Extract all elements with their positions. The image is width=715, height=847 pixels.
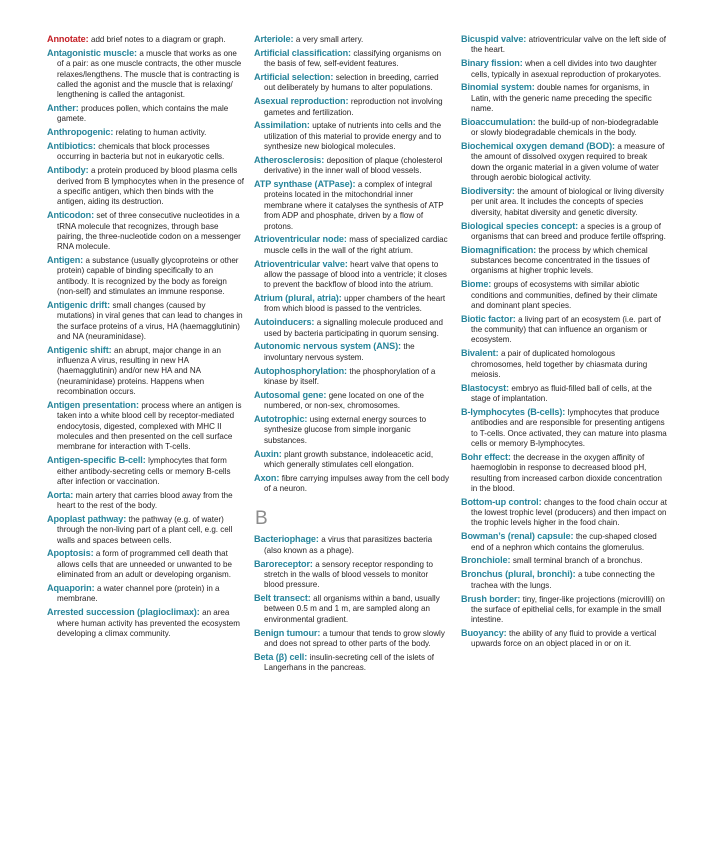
glossary-definition: heart valve that opens to allow the passage of blood into a ventricle; it closes to prevent the backflow of blood into the atrium. [264, 259, 447, 290]
glossary-term: Assimilation [254, 120, 307, 131]
term-separator: : [278, 448, 285, 459]
term-separator: : [85, 165, 91, 176]
glossary-term: Binomial system [461, 82, 532, 93]
glossary-definition: upper chambers of the heart from which blood is passed to the ventricles. [264, 294, 446, 314]
term-separator: : [519, 58, 526, 69]
glossary-entry [47, 34, 244, 45]
glossary-definition: a very small artery. [295, 35, 364, 44]
glossary-term: Axon [254, 472, 277, 483]
glossary-definition: chemicals that block processes occurring in bacteria but not in eukaryotic cells. [57, 142, 225, 162]
glossary-entry [254, 72, 449, 94]
glossary-definition: gene located on one of the numbered, or non-sex, chromosomes. [264, 390, 425, 411]
glossary-definition: mass of specialized cardiac muscle cells in the wall of the right atrium. [264, 235, 448, 255]
glossary-term: Bowman’s (renal) capsule [461, 531, 571, 542]
term-separator: : [123, 513, 129, 524]
glossary-term: ATP synthase (ATPase) [254, 179, 353, 190]
glossary-term: Bronchiole [461, 555, 508, 566]
glossary-term: Biotic factor [461, 313, 513, 324]
glossary-definition: a living part of an ecosystem (i.e. part of the community) that can influence an organism or ecosystem. [471, 314, 661, 345]
glossary-entry [461, 555, 667, 566]
glossary-definition: add brief notes to a diagram or graph. [90, 35, 226, 44]
term-separator: : [532, 116, 539, 127]
glossary-entry [254, 293, 449, 315]
glossary-definition: a measure of the amount of dissolved oxygen required to break down the organic material in a given volume of water through aerobic biological activity. [471, 142, 665, 183]
glossary-term: Bioaccumulation [461, 116, 533, 127]
term-separator: : [345, 96, 351, 107]
glossary-definition: the amount of biological or living diversity per unit area. It includes the concepts of species diversity, habitat diversity and genetic diversity. [471, 186, 664, 217]
glossary-entry [254, 414, 449, 446]
glossary-definition: lymphocytes that form either antibody-secreting cells or memory B-cells after infection or vaccination. [57, 456, 231, 486]
glossary-entry [254, 473, 449, 495]
term-separator: : [108, 344, 115, 355]
term-separator: : [323, 389, 329, 400]
glossary-definition: groups of ecosystems with similar abiotic conditions and communities, defined by their climate and dominant plant species. [471, 280, 658, 310]
term-separator: : [511, 185, 518, 196]
glossary-entry [254, 628, 449, 650]
glossary-entry [254, 317, 449, 339]
term-separator: : [91, 583, 97, 593]
glossary-entry [461, 117, 667, 139]
term-separator: : [317, 627, 323, 638]
glossary-definition: a complex of integral proteins located in the mitochondrial inner membrane where it catalyses the synthesis of ATP from ADP and phosphate, driven by a flow of protons. [264, 180, 444, 231]
glossary-definition: when a cell divides into two daughter cells, typically in asexual reproduction of prokaryotes. [471, 59, 662, 79]
glossary-definition: the ability of any fluid to provide a vertical upwards force on an object placed in or on it. [471, 629, 657, 649]
glossary-term: Anther [47, 103, 76, 114]
glossary-term: Autophosphorylation [254, 365, 345, 376]
glossary-term: Artificial selection [254, 72, 331, 83]
glossary-definition: fibre carrying impulses away from the cell body of a neuron. [264, 473, 449, 494]
glossary-entry [47, 583, 244, 605]
glossary-entry [461, 383, 667, 405]
term-separator: : [531, 82, 538, 93]
glossary-entry [254, 390, 449, 412]
glossary-definition: a substance (usually glycoproteins or other protein) capable of binding specifically to an antibody. It is recognized by the body as foreign (non-self) and stimulates an immune response. [57, 256, 239, 297]
glossary-definition: classifying organisms on the basis of few, self-evident features. [264, 48, 442, 69]
glossary-term: Arrested succession (plagioclimax) [47, 607, 197, 618]
term-separator: : [562, 407, 568, 417]
glossary-term: Biome [461, 279, 489, 290]
glossary-entry [47, 607, 244, 639]
glossary-entry [461, 186, 667, 218]
glossary-term: Asexual reproduction [254, 96, 346, 107]
glossary-term: Biodiversity [461, 185, 512, 196]
term-separator: : [85, 34, 91, 44]
term-separator: : [533, 244, 539, 255]
glossary-entry [461, 407, 667, 449]
term-separator: : [70, 489, 76, 500]
term-separator: : [348, 47, 354, 58]
term-separator: : [309, 558, 316, 569]
glossary-term: Autotrophic [254, 414, 305, 424]
glossary-entry [461, 452, 667, 494]
glossary-column-3 [461, 34, 667, 652]
glossary-term: Autosomal gene [254, 389, 324, 400]
glossary-term: Annotate [47, 34, 86, 44]
glossary-term: Atherosclerosis [254, 154, 322, 165]
glossary-definition: tiny, finger-like projections (microvilli) on the surface of epithelial cells, for example in the small intestine. [471, 594, 665, 625]
term-separator: : [507, 451, 514, 462]
term-separator: : [134, 47, 140, 58]
glossary-entry [254, 96, 449, 118]
term-separator: : [311, 317, 317, 328]
glossary-entry [461, 497, 667, 529]
section-letter-b: B [255, 508, 268, 530]
glossary-entry [47, 165, 244, 207]
term-separator: : [523, 34, 529, 44]
glossary-definition: reproduction not involving gametes and fertilization. [264, 97, 443, 117]
glossary-entry [254, 234, 449, 256]
glossary-entry [254, 48, 449, 70]
glossary-entry [47, 103, 244, 125]
glossary-term: Biomagnification [461, 244, 534, 255]
glossary-entry [47, 255, 244, 297]
term-separator: : [572, 569, 578, 580]
glossary-definition: deposition of plaque (cholesterol derivative) in the inner wall of blood vessels. [264, 155, 443, 176]
term-separator: : [304, 651, 310, 662]
glossary-column-2 [254, 34, 449, 676]
glossary-definition: the build-up of non-biodegradable or slowly biodegradable chemicals in the body. [471, 117, 659, 138]
glossary-definition: produces pollen, which contains the male gamete. [57, 104, 229, 124]
glossary-entry [47, 400, 244, 453]
glossary-entry [461, 348, 667, 380]
glossary-definition: the process by which chemical substances become concentrated in the tissues of organisms at higher trophic levels. [471, 245, 650, 276]
term-separator: : [196, 607, 203, 618]
glossary-entry [254, 449, 449, 471]
glossary-entry [461, 221, 667, 243]
glossary-definition: a protein produced by blood plasma cells derived from B lymphocytes when in the presence of a specific antigen, which then binds with the antigen, aiding its destruction. [57, 166, 244, 207]
glossary-entry [254, 366, 449, 388]
glossary-entry [47, 300, 244, 342]
term-separator: : [92, 141, 99, 152]
glossary-entry [461, 245, 667, 277]
glossary-definition: a virus that parasitizes bacteria (also known as a phage). [264, 535, 433, 555]
glossary-term: Baroreceptor [254, 558, 310, 569]
glossary-definition: a sensory receptor responding to stretch in the walls of blood vessels to monitor blood pressure. [264, 559, 433, 590]
glossary-definition: using external energy sources to synthesize glucose from simple inorganic substances. [264, 415, 427, 445]
glossary-term: Auxin [254, 448, 279, 459]
glossary-entry [461, 279, 667, 311]
glossary-term: Bohr effect [461, 451, 508, 462]
glossary-definition: the pathway (e.g. of water) through the non-living part of a plant cell, e.g. cell walls and spaces between cells. [57, 514, 233, 545]
glossary-column-1 [47, 34, 244, 642]
term-separator: : [80, 255, 86, 266]
glossary-term: Brush border [461, 593, 518, 604]
glossary-term: Antigenic shift [47, 344, 109, 355]
glossary-definition: double names for organisms, in Latin, with the generic name preceding the specific name. [471, 83, 652, 114]
glossary-definition: atrioventricular valve on the left side of the heart. [471, 35, 666, 55]
term-separator: : [75, 103, 82, 114]
glossary-term: Blastocyst [461, 382, 506, 393]
glossary-definition: the cup-shaped closed end of a nephron which contains the glomerulus. [471, 532, 657, 552]
term-separator: : [517, 593, 523, 604]
term-separator: : [495, 348, 501, 359]
glossary-definition: changes to the food chain occur at the lowest trophic level (producers) and then impact on the trophic levels higher in the food chain. [471, 497, 667, 528]
term-separator: : [110, 127, 116, 138]
glossary-term: Buoyancy [461, 628, 504, 639]
glossary-term: Atrium (plural, atria) [254, 293, 339, 304]
glossary-term: Bicuspid valve [461, 34, 524, 44]
glossary-entry [461, 314, 667, 346]
glossary-definition: an abrupt, major change in an influenza A virus, resulting in new HA (haemagglutinin) and/or new HA and NA (neuraminidase) proteins. Happens when recombination occurs. [57, 345, 221, 397]
glossary-term: Anthropogenic [47, 127, 111, 138]
term-separator: : [507, 555, 513, 566]
glossary-definition: relating to human activity. [115, 128, 207, 138]
glossary-entry [254, 120, 449, 152]
term-separator: : [330, 72, 336, 83]
glossary-entry [254, 559, 449, 591]
term-separator: : [135, 400, 142, 410]
glossary-entry [47, 48, 244, 101]
glossary-term: Aquaporin [47, 583, 92, 593]
glossary-term: Apoplast pathway [47, 513, 124, 524]
glossary-entry [47, 141, 244, 163]
glossary-term: Bottom-up control [461, 496, 539, 507]
glossary-entry [461, 34, 667, 56]
term-separator: : [107, 299, 113, 310]
term-separator: : [488, 279, 494, 290]
glossary-entry [461, 82, 667, 114]
glossary-definition: the involuntary nervous system. [264, 342, 415, 362]
glossary-entry [254, 155, 449, 177]
glossary-entry [461, 141, 667, 183]
glossary-term: Arteriole [254, 34, 291, 44]
term-separator: : [306, 120, 313, 131]
glossary-term: Autoinducers [254, 317, 312, 328]
glossary-entry [47, 127, 244, 138]
glossary-entry [47, 514, 244, 546]
glossary-definition: uptake of nutrients into cells and the utilization of this material to provide energy and to synthesize new biological molecules. [264, 121, 442, 152]
term-separator: : [338, 293, 345, 304]
term-separator: : [142, 455, 149, 466]
term-separator: : [315, 534, 322, 545]
glossary-definition: small terminal branch of a bronchus. [512, 556, 643, 566]
glossary-entry [47, 548, 244, 580]
glossary-term: Biological species concept [461, 220, 576, 231]
glossary-definition: the phosphorylation of a kinase by itself. [264, 366, 436, 386]
glossary-definition: an area where human activity has prevented the ecosystem developing a climax community. [57, 608, 240, 638]
term-separator: : [304, 414, 310, 424]
glossary-term: Binary fission [461, 58, 520, 69]
glossary-term: Antibiotics [47, 141, 93, 152]
term-separator: : [344, 365, 350, 376]
glossary-definition: a tumour that tends to grow slowly and does not spread to other parts of the body. [264, 628, 445, 648]
glossary-entry [461, 569, 667, 591]
glossary-entry [461, 594, 667, 626]
glossary-term: Antigen presentation [47, 400, 136, 410]
glossary-entry [461, 58, 667, 80]
glossary-term: Atrioventricular valve [254, 258, 345, 269]
term-separator: : [570, 531, 576, 542]
glossary-term: Antigen [47, 255, 81, 266]
glossary-term: Beta (β) cell [254, 651, 305, 662]
glossary-definition: process where an antigen is taken into a white blood cell by receptor-mediated endocytosis, digested, complexed with MHC II molecules and then presented on the cell surface membrane for interaction with T-cells. [57, 401, 242, 452]
glossary-definition: selection in breeding, carried out deliberately by humans to alter populations. [264, 73, 439, 93]
glossary-definition: the decrease in the oxygen affinity of haemoglobin in response to decreased blood pH, resulting from increased carbon dioxide concentration in the blood. [471, 452, 662, 493]
glossary-term: Bacteriophage [254, 534, 316, 545]
term-separator: : [91, 210, 97, 221]
glossary-entry [254, 179, 449, 232]
glossary-definition: plant growth substance, indoleacetic acid, which generally stimulates cell elongation. [264, 449, 434, 469]
term-separator: : [307, 593, 314, 604]
term-separator: : [276, 472, 282, 483]
glossary-definition: a water channel pore (protein) in a membrane. [57, 584, 220, 604]
term-separator: : [503, 628, 510, 639]
glossary-entry [461, 531, 667, 553]
glossary-term: Antagonistic muscle [47, 47, 135, 58]
term-separator: : [612, 141, 618, 152]
glossary-term: Apoptosis [47, 548, 91, 559]
glossary-entry [47, 490, 244, 512]
glossary-definition: lymphocytes that produce antibodies and are responsible for presenting antigens to T-cells. Once activated, they can mature into plasma cells or memory B-lymphocytes. [471, 408, 667, 449]
glossary-definition: all organisms within a band, usually between 0.5 m and 1 m, are sampled along an environmental gradient. [264, 594, 440, 624]
glossary-term: Bivalent [461, 348, 496, 359]
glossary-definition: a pair of duplicated homologous chromosomes, held together by chiasmata during meiosis. [471, 349, 648, 379]
glossary-term: Benign tumour [254, 627, 318, 638]
glossary-definition: main artery that carries blood away from the heart to the rest of the body. [57, 490, 233, 511]
term-separator: : [90, 548, 96, 559]
glossary-entry [254, 534, 449, 556]
term-separator: : [343, 234, 350, 245]
term-separator: : [290, 34, 296, 44]
glossary-term: Antigen-specific B-cell [47, 455, 143, 466]
glossary-definition: set of three consecutive nucleotides in a tRNA molecule that recognizes, through base pairing, the three-nucleotide codon on a messenger RNA molecule. [57, 211, 241, 252]
glossary-definition: a signalling molecule produced and used by bacteria participating in quorum sensing. [264, 318, 443, 338]
glossary-term: Antigenic drift [47, 299, 108, 310]
glossary-term: Anticodon [47, 210, 92, 221]
glossary-term: Bronchus (plural, bronchi) [461, 569, 573, 580]
glossary-definition: small changes (caused by mutations) in viral genes that can lead to changes in the surface proteins of a virus, HA (haemagglutinin) and NA (neuraminidase). [57, 300, 243, 341]
term-separator: : [512, 313, 519, 324]
glossary-term: Artificial classification [254, 47, 349, 58]
glossary-entry [47, 455, 244, 487]
glossary-term: B-lymphocytes (B-cells) [461, 407, 563, 417]
glossary-definition: a tube connecting the trachea with the lungs. [471, 570, 655, 590]
glossary-definition: insulin-secreting cell of the islets of Langerhans in the pancreas. [264, 652, 434, 673]
glossary-term: Antibody [47, 165, 86, 176]
glossary-entry [254, 652, 449, 674]
term-separator: : [344, 258, 351, 269]
glossary-entry [254, 259, 449, 291]
glossary-entry [47, 345, 244, 398]
term-separator: : [398, 341, 404, 352]
glossary-entry [461, 628, 667, 650]
glossary-entry [254, 341, 449, 363]
glossary-term: Autonomic nervous system (ANS) [254, 341, 399, 352]
glossary-entry [47, 210, 244, 252]
glossary-entry [254, 593, 449, 625]
glossary-term: Belt transect [254, 593, 308, 604]
term-separator: : [321, 154, 327, 165]
glossary-definition: a species is a group of organisms that can breed and produce fertile offspring. [471, 221, 666, 241]
glossary-term: Aorta [47, 489, 71, 500]
term-separator: : [506, 382, 512, 393]
glossary-definition: a form of programmed cell death that allows cells that are unneeded or unwanted to be eliminated from an adult or developing organism. [57, 549, 232, 580]
glossary-definition: embryo as fluid-filled ball of cells, at the stage of implantation. [471, 383, 652, 404]
glossary-entry [254, 34, 449, 45]
term-separator: : [538, 496, 544, 507]
term-separator: : [352, 179, 358, 190]
term-separator: : [575, 220, 581, 231]
glossary-definition: a muscle that works as one of a pair: as one muscle contracts, the other muscle relaxes/lengthens. The muscle that is contracting is called the agonist and the muscle that is relaxing/ lengthening is called the antagonist. [57, 48, 242, 100]
glossary-term: Biochemical oxygen demand (BOD) [461, 141, 613, 152]
glossary-term: Atrioventricular node [254, 234, 344, 245]
